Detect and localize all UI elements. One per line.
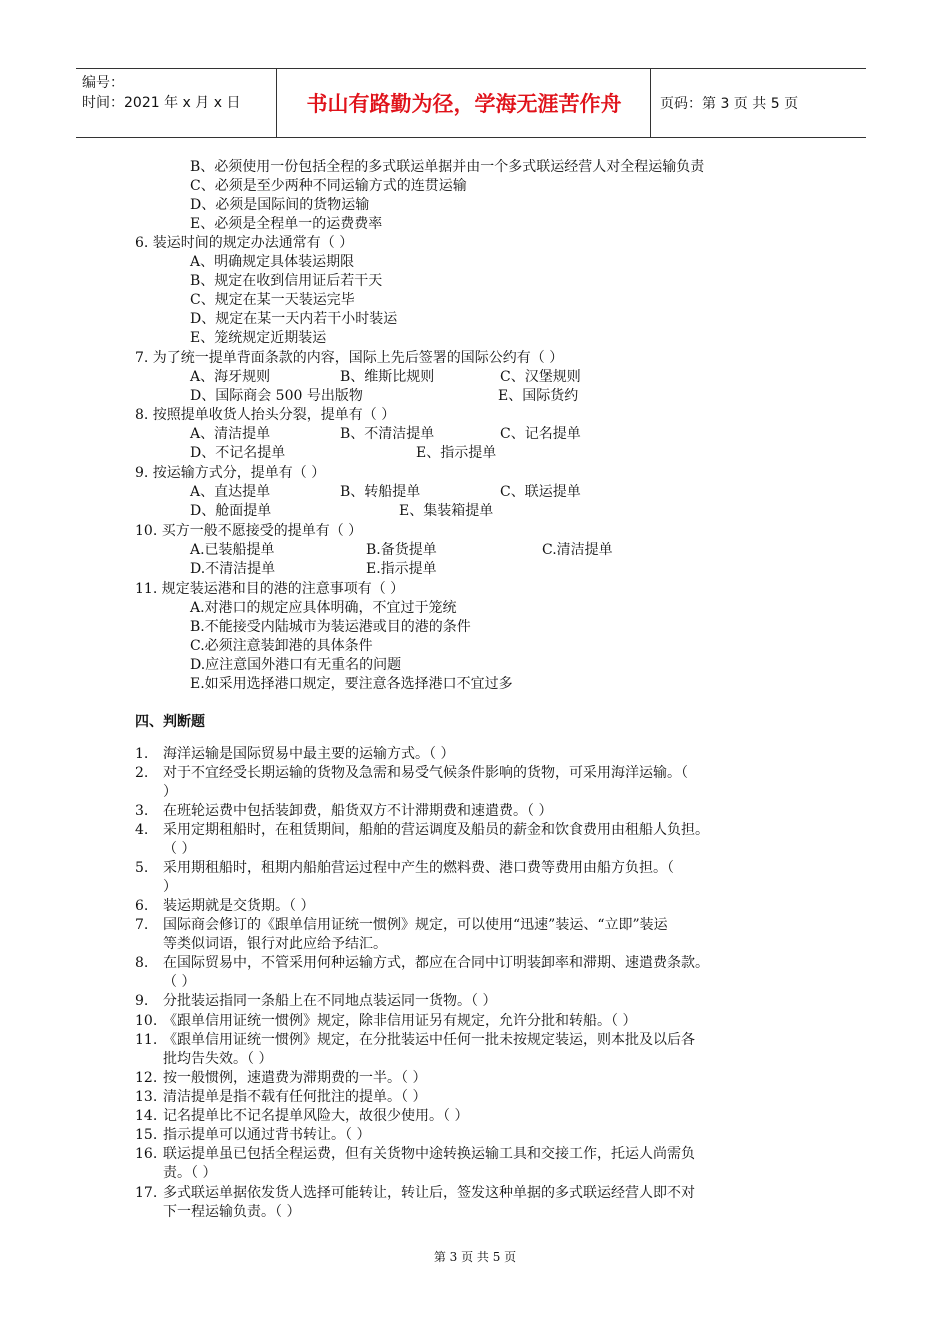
q7-option-c: C、汉堡规则 — [500, 369, 581, 385]
q10-option-a: A.已装船提单 — [190, 542, 275, 558]
q9-option-d: D、舱面提单 — [190, 503, 272, 519]
q11-option-a: A.对港口的规定应具体明确，不宜过于笼统 — [190, 600, 457, 616]
page-footer: 第 3 页 共 5 页 — [433, 1250, 517, 1264]
tf-question: 海洋运输是国际贸易中最主要的运输方式。（ ） — [163, 746, 455, 762]
tf-number: 11. — [135, 1032, 158, 1048]
q10-option-b: B.备货提单 — [366, 542, 437, 558]
tf-number: 12. — [135, 1070, 158, 1086]
q11-option-e: E.如采用选择港口规定，要注意各选择港口不宜过多 — [190, 676, 513, 692]
tf-question: 国际商会修订的《跟单信用证统一惯例》规定，可以使用“迅速”装运、“立即”装运 — [163, 917, 668, 933]
q6-option-a: A、明确规定具体装运期限 — [190, 254, 355, 270]
tf-question-cont: （ ） — [163, 974, 196, 990]
tf-number: 17. — [135, 1185, 158, 1201]
q10-option-c: C.清洁提单 — [542, 542, 613, 558]
tf-number: 6. — [135, 898, 149, 914]
q11-option-c: C.必须注意装卸港的具体条件 — [190, 638, 373, 654]
q5-option-e: E、必须是全程单一的运费费率 — [190, 216, 383, 232]
q11-option-d: D.应注意国外港口有无重名的问题 — [190, 657, 402, 673]
q9-option-c: C、联运提单 — [500, 484, 581, 500]
tf-question-cont: 批均告失效。（ ） — [163, 1051, 273, 1067]
q5-option-b: B、必须使用一份包括全程的多式联运单据并由一个多式联运经营人对全程运输负责 — [190, 159, 705, 175]
tf-question: 在班轮运费中包括装卸费，船货双方不计滞期费和速遣费。（ ） — [163, 803, 553, 819]
tf-question: 对于不宜经受长期运输的货物及急需和易受气候条件影响的货物，可采用海洋运输。（ — [163, 765, 688, 781]
tf-question: 分批装运指同一条船上在不同地点装运同一货物。（ ） — [163, 993, 497, 1009]
page-header — [76, 68, 866, 138]
tf-question-cont: ） — [163, 879, 177, 895]
tf-number: 5. — [135, 860, 149, 876]
q11-option-b: B.不能接受内陆城市为装运港或目的港的条件 — [190, 619, 471, 635]
q5-option-d: D、必须是国际间的货物运输 — [190, 197, 370, 213]
question-10: 10. 买方一般不愿接受的提单有（ ） — [135, 523, 363, 539]
tf-question-cont: ） — [163, 784, 177, 800]
q6-option-b: B、规定在收到信用证后若干天 — [190, 273, 383, 289]
tf-question: 采用定期租船时，在租赁期间，船舶的营运调度及船员的薪金和饮食费用由租船人负担。 — [163, 822, 709, 838]
header-meta — [82, 73, 240, 113]
question-6: 6. 装运时间的规定办法通常有（ ） — [135, 235, 354, 251]
q7-option-a: A、海牙规则 — [190, 369, 271, 385]
tf-number: 13. — [135, 1089, 158, 1105]
q6-option-e: E、笼统规定近期装运 — [190, 330, 327, 346]
header-divider — [276, 69, 277, 137]
q9-option-a: A、直达提单 — [190, 484, 271, 500]
tf-number: 7. — [135, 917, 149, 933]
number-label: 编号： — [82, 75, 124, 91]
q7-option-d: D、国际商会 500 号出版物 — [190, 388, 363, 404]
time-label: 时间：2021 年 x 月 x 日 — [82, 95, 241, 111]
q7-option-b: B、维斯比规则 — [340, 369, 435, 385]
tf-question-cont: 下一程运输负责。（ ） — [163, 1204, 301, 1220]
tf-question: 联运提单虽已包括全程运费，但有关货物中途转换运输工具和交接工作，托运人尚需负 — [163, 1146, 695, 1162]
tf-number: 9. — [135, 993, 149, 1009]
q8-option-c: C、记名提单 — [500, 426, 581, 442]
tf-question: 清洁提单是指不载有任何批注的提单。（ ） — [163, 1089, 427, 1105]
q6-option-c: C、规定在某一天装运完毕 — [190, 292, 355, 308]
q8-option-d: D、不记名提单 — [190, 445, 286, 461]
q9-option-e: E、集装箱提单 — [399, 503, 494, 519]
tf-question: 在国际贸易中，不管采用何种运输方式，都应在合同中订明装卸率和滞期、速遣费条款。 — [163, 955, 709, 971]
q5-option-c: C、必须是至少两种不同运输方式的连贯运输 — [190, 178, 467, 194]
header-page-info: 页码：第 3 页 共 5 页 — [660, 96, 799, 112]
header-divider — [650, 69, 651, 137]
q10-option-d: D.不清洁提单 — [190, 561, 276, 577]
tf-number: 2. — [135, 765, 149, 781]
section-title: 四、判断题 — [135, 714, 205, 730]
tf-question: 按一般惯例，速遣费为滞期费的一半。（ ） — [163, 1070, 427, 1086]
header-motto: 书山有路勤为径，学海无涯苦作舟 — [306, 92, 622, 116]
tf-number: 8. — [135, 955, 149, 971]
q8-option-e: E、指示提单 — [416, 445, 497, 461]
tf-question-cont: 责。（ ） — [163, 1165, 217, 1181]
question-8: 8. 按照提单收货人抬头分裂，提单有（ ） — [135, 407, 396, 423]
question-9: 9. 按运输方式分，提单有（ ） — [135, 465, 326, 481]
tf-question: 《跟单信用证统一惯例》规定，在分批装运中任何一批未按规定装运，则本批及以后各 — [163, 1032, 695, 1048]
tf-question: 装运期就是交货期。（ ） — [163, 898, 315, 914]
tf-question: 指示提单可以通过背书转让。（ ） — [163, 1127, 371, 1143]
tf-number: 14. — [135, 1108, 158, 1124]
q9-option-b: B、转船提单 — [340, 484, 421, 500]
tf-question-cont: （ ） — [163, 841, 196, 857]
tf-number: 10. — [135, 1013, 158, 1029]
q7-option-e: E、国际货约 — [498, 388, 579, 404]
q8-option-a: A、清洁提单 — [190, 426, 271, 442]
tf-number: 1. — [135, 746, 149, 762]
tf-question: 采用期租船时，租期内船舶营运过程中产生的燃料费、港口费等费用由船方负担。（ — [163, 860, 674, 876]
q10-option-e: E.指示提单 — [366, 561, 437, 577]
q6-option-d: D、规定在某一天内若干小时装运 — [190, 311, 398, 327]
tf-question: 多式联运单据依发货人选择可能转让，转让后，签发这种单据的多式联运经营人即不对 — [163, 1185, 695, 1201]
tf-number: 15. — [135, 1127, 158, 1143]
q8-option-b: B、不清洁提单 — [340, 426, 435, 442]
tf-question: 记名提单比不记名提单风险大，故很少使用。（ ） — [163, 1108, 469, 1124]
question-11: 11. 规定装运港和目的港的注意事项有（ ） — [135, 581, 405, 597]
tf-number: 4. — [135, 822, 149, 838]
tf-number: 16. — [135, 1146, 158, 1162]
tf-question: 《跟单信用证统一惯例》规定，除非信用证另有规定，允许分批和转船。（ ） — [163, 1013, 637, 1029]
tf-number: 3. — [135, 803, 149, 819]
tf-question-cont: 等类似词语，银行对此应给予结汇。 — [163, 936, 387, 952]
question-7: 7. 为了统一提单背面条款的内容，国际上先后签署的国际公约有（ ） — [135, 350, 564, 366]
